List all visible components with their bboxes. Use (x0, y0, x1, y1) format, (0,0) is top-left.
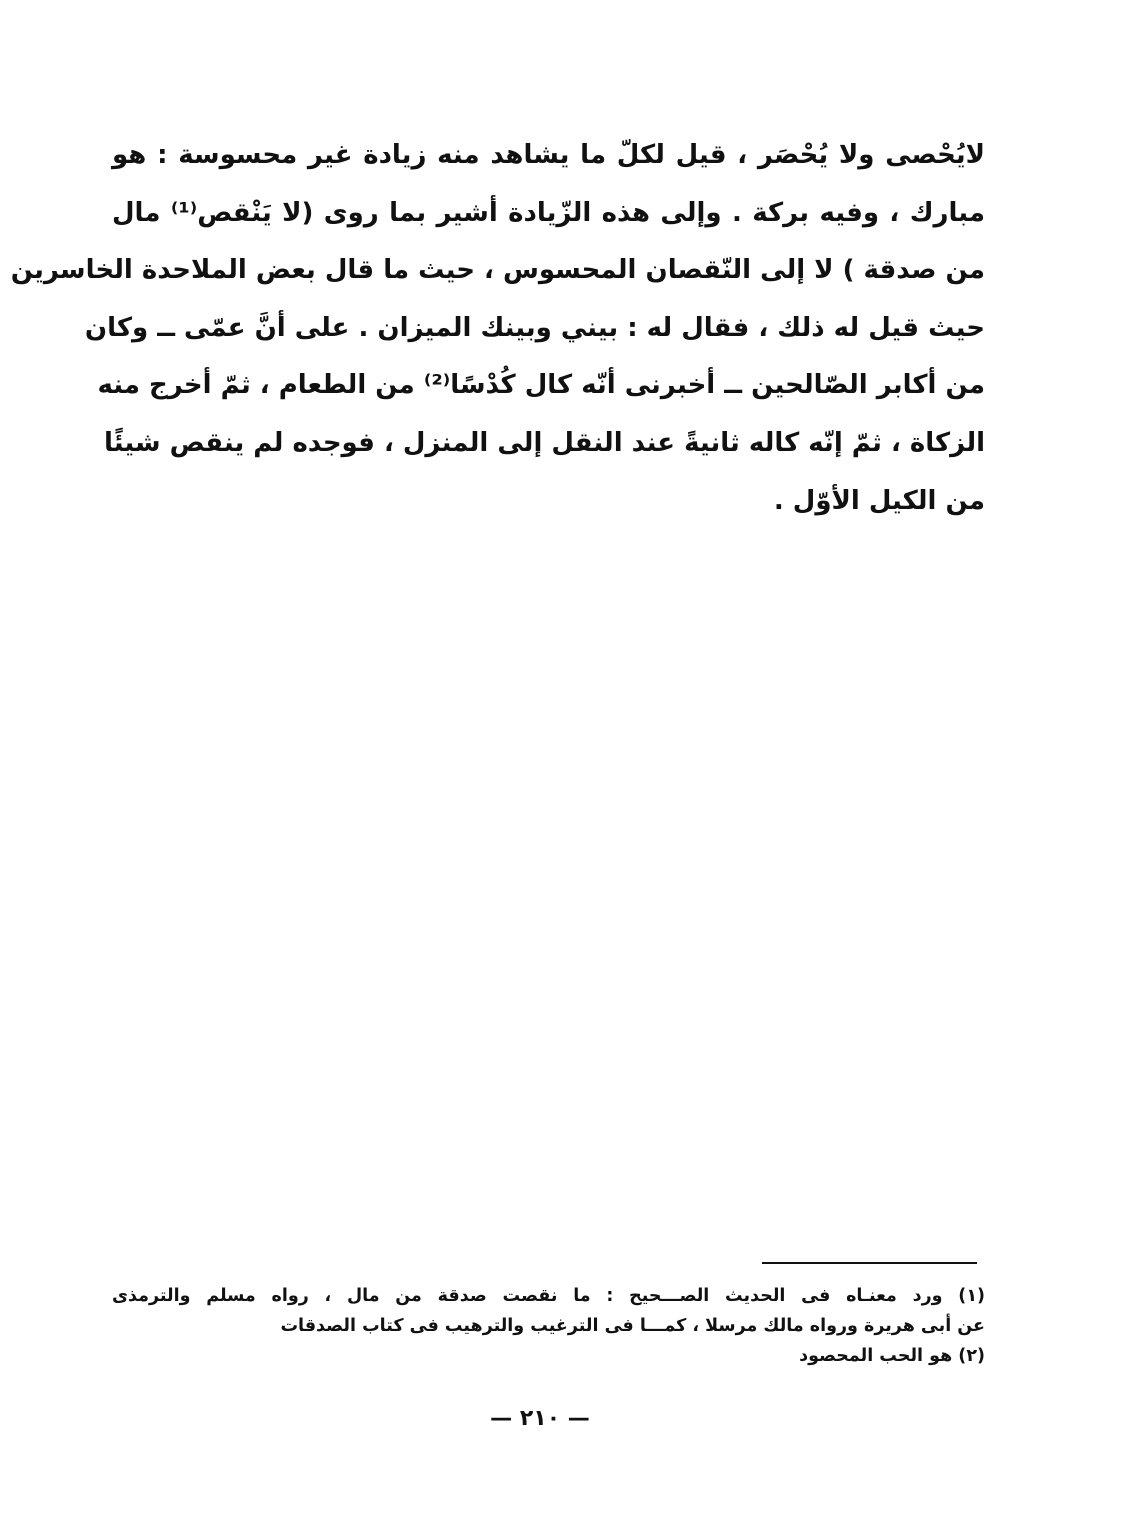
body-line: من الكيل الأوّل . (773, 485, 985, 516)
body-line: حيث قيل له ذلك ، فقال له : بيني وبينك الميزان . على أنَّ عمّى ــ وكان (84, 312, 985, 343)
footnote-line: عن أبى هريرة ورواه مالك مرسلا ، كمـــا فى الترغيب والترهيب فى كتاب الصدقات (280, 1316, 985, 1336)
body-text (10, 127, 985, 530)
footnote-line: (١) ورد معنـاه فى الحديث الصـــحيح : ما نقصت صدقة من مال ، رواه مسلم والترمذى (112, 1286, 985, 1306)
page-number: — ٢١٠ — (490, 1406, 590, 1431)
body-line: من صدقة ) لا إلى النّقصان المحسوس ، حيث ما قال بعض الملاحدة الخاسرين (10, 255, 985, 286)
body-line: لايُحْصى ولا يُحْصَر ، قيل لكلّ ما يشاهد منه زيادة غير محسوسة : هو (112, 140, 985, 170)
footnotes (112, 1281, 985, 1371)
body-line: الزكاة ، ثمّ إنّه كاله ثانيةً عند النقل إلى المنزل ، فوجده لم ينقص شيئًا (104, 427, 985, 458)
footnote-separator (762, 1262, 977, 1264)
body-line: مبارك ، وفيه بركة . وإلى هذه الزّيادة أشير بما روى (لا يَنْقص⁽¹⁾ مال (112, 197, 985, 228)
footnote-line: (٢) هو الحب المحصود (799, 1346, 985, 1366)
body-line: من أكابر الصّالحين ــ أخبرنى أنّه كال كُدْسًا⁽²⁾ من الطعام ، ثمّ أخرج منه (97, 370, 985, 401)
